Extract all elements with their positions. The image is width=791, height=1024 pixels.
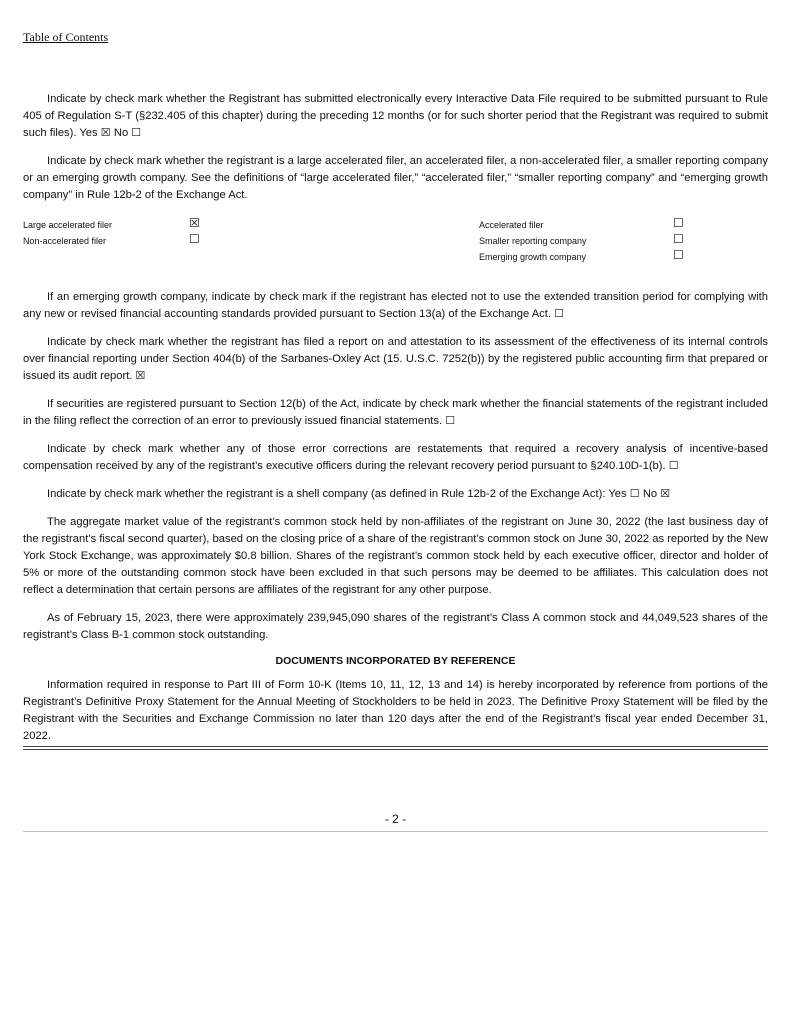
emerging-growth-company-checkbox: ☐ bbox=[673, 248, 684, 262]
page-footer-rule bbox=[23, 831, 768, 832]
internal-controls-paragraph: Indicate by check mark whether the registrant has filed a report on and attestation to its assessment of the effectiveness of its internal controls over financial reporting under Section 404(b) of the Sarbanes-Oxley Act (15. U.S.C. 7252(b)) by the registered public accounting firm that prepared or issued its audit report. ☒ bbox=[23, 336, 768, 382]
shares-outstanding-paragraph: As of February 15, 2023, there were approximately 239,945,090 shares of the registrant’s Class A common stock and 44,049,523 shares of the registrant’s Class B-1 common stock outstanding. bbox=[23, 612, 768, 641]
accelerated-filer-label: Accelerated filer bbox=[479, 220, 544, 230]
non-accelerated-filer-checkbox: ☐ bbox=[189, 232, 200, 246]
emerging-growth-paragraph: If an emerging growth company, indicate by check mark if the registrant has elected not to use the extended transition period for complying with any new or revised financial accounting standards provided pursuant to Section 13(a) of the Exchange Act. ☐ bbox=[23, 291, 768, 320]
section-divider-bottom bbox=[23, 749, 768, 750]
filer-status-paragraph: Indicate by check mark whether the registrant is a large accelerated filer, an accelerated filer, a non-accelerated filer, a smaller reporting company or an emerging growth company. See the definitions of “large accelerated filer,” “accelerated filer,” “smaller reporting company” and “emerging growth company” in Rule 12b-2 of the Exchange Act. bbox=[23, 155, 768, 201]
interactive-data-paragraph: Indicate by check mark whether the Registrant has submitted electronically every Interactive Data File required to be submitted pursuant to Rule 405 of Regulation S-T (§232.405 of this chapter) during the preceding 12 months (or for such shorter period that the Registrant was required to submit such files). Yes ☒ No ☐ bbox=[23, 93, 768, 139]
filer-status-table bbox=[23, 215, 768, 267]
page-number: - 2 - bbox=[384, 812, 407, 826]
large-accelerated-filer-label: Large accelerated filer bbox=[23, 220, 113, 230]
large-accelerated-filer-checkbox: ☒ bbox=[189, 216, 200, 230]
incorporated-by-reference-paragraph: Information required in response to Part III of Form 10-K (Items 10, 11, 12, 13 and 14) is hereby incorporated by reference from portions of the Registrant’s Definitive Proxy Statement for the Annual Meeting of Stockholders to be held in 2023. The Definitive Proxy Statement will be filed by the Registrant with the Securities and Exchange Commission no later than 120 days after the end of the Registrant’s fiscal year ended December 31, 2022. bbox=[23, 679, 768, 742]
table-of-contents-link[interactable]: Table of Contents bbox=[23, 30, 109, 44]
aggregate-market-value-paragraph: The aggregate market value of the registrant’s common stock held by non-affiliates of the registrant on June 30, 2022 (the last business day of the registrant’s fiscal second quarter), based on the closing price of a share of the registrant’s common stock on June 30, 2022 as reported by the New York Stock Exchange, was approximately $0.8 billion. Shares of the registrant’s common stock held by each executive officer, director and holder of 5% or more of the outstanding common stock have been excluded in that such persons may be deemed to be affiliates. This calculation does not reflect a determination that certain persons are affiliates of the registrant for any other purpose. bbox=[23, 516, 768, 596]
emerging-growth-company-label: Emerging growth company bbox=[479, 252, 587, 262]
accelerated-filer-checkbox: ☐ bbox=[673, 216, 684, 230]
shell-company-paragraph: Indicate by check mark whether the registrant is a shell company (as defined in Rule 12b-2 of the Exchange Act): Yes ☐ No ☒ bbox=[47, 488, 671, 500]
error-corrections-paragraph: Indicate by check mark whether any of those error corrections are restatements that required a recovery analysis of incentive-based compensation received by any of the registrant’s executive officers during the relevant recovery period pursuant to §240.10D-1(b). ☐ bbox=[23, 443, 768, 472]
non-accelerated-filer-label: Non-accelerated filer bbox=[23, 236, 107, 246]
smaller-reporting-company-checkbox: ☐ bbox=[673, 232, 684, 246]
document-body bbox=[23, 91, 768, 756]
section-divider-top bbox=[23, 746, 768, 747]
smaller-reporting-company-label: Smaller reporting company bbox=[479, 236, 587, 246]
documents-incorporated-heading: DOCUMENTS INCORPORATED BY REFERENCE bbox=[275, 655, 516, 667]
securities-12b-paragraph: If securities are registered pursuant to Section 12(b) of the Act, indicate by check mark whether the financial statements of the registrant included in the filing reflect the correction of an error to previously issued financial statements. ☐ bbox=[23, 398, 768, 427]
